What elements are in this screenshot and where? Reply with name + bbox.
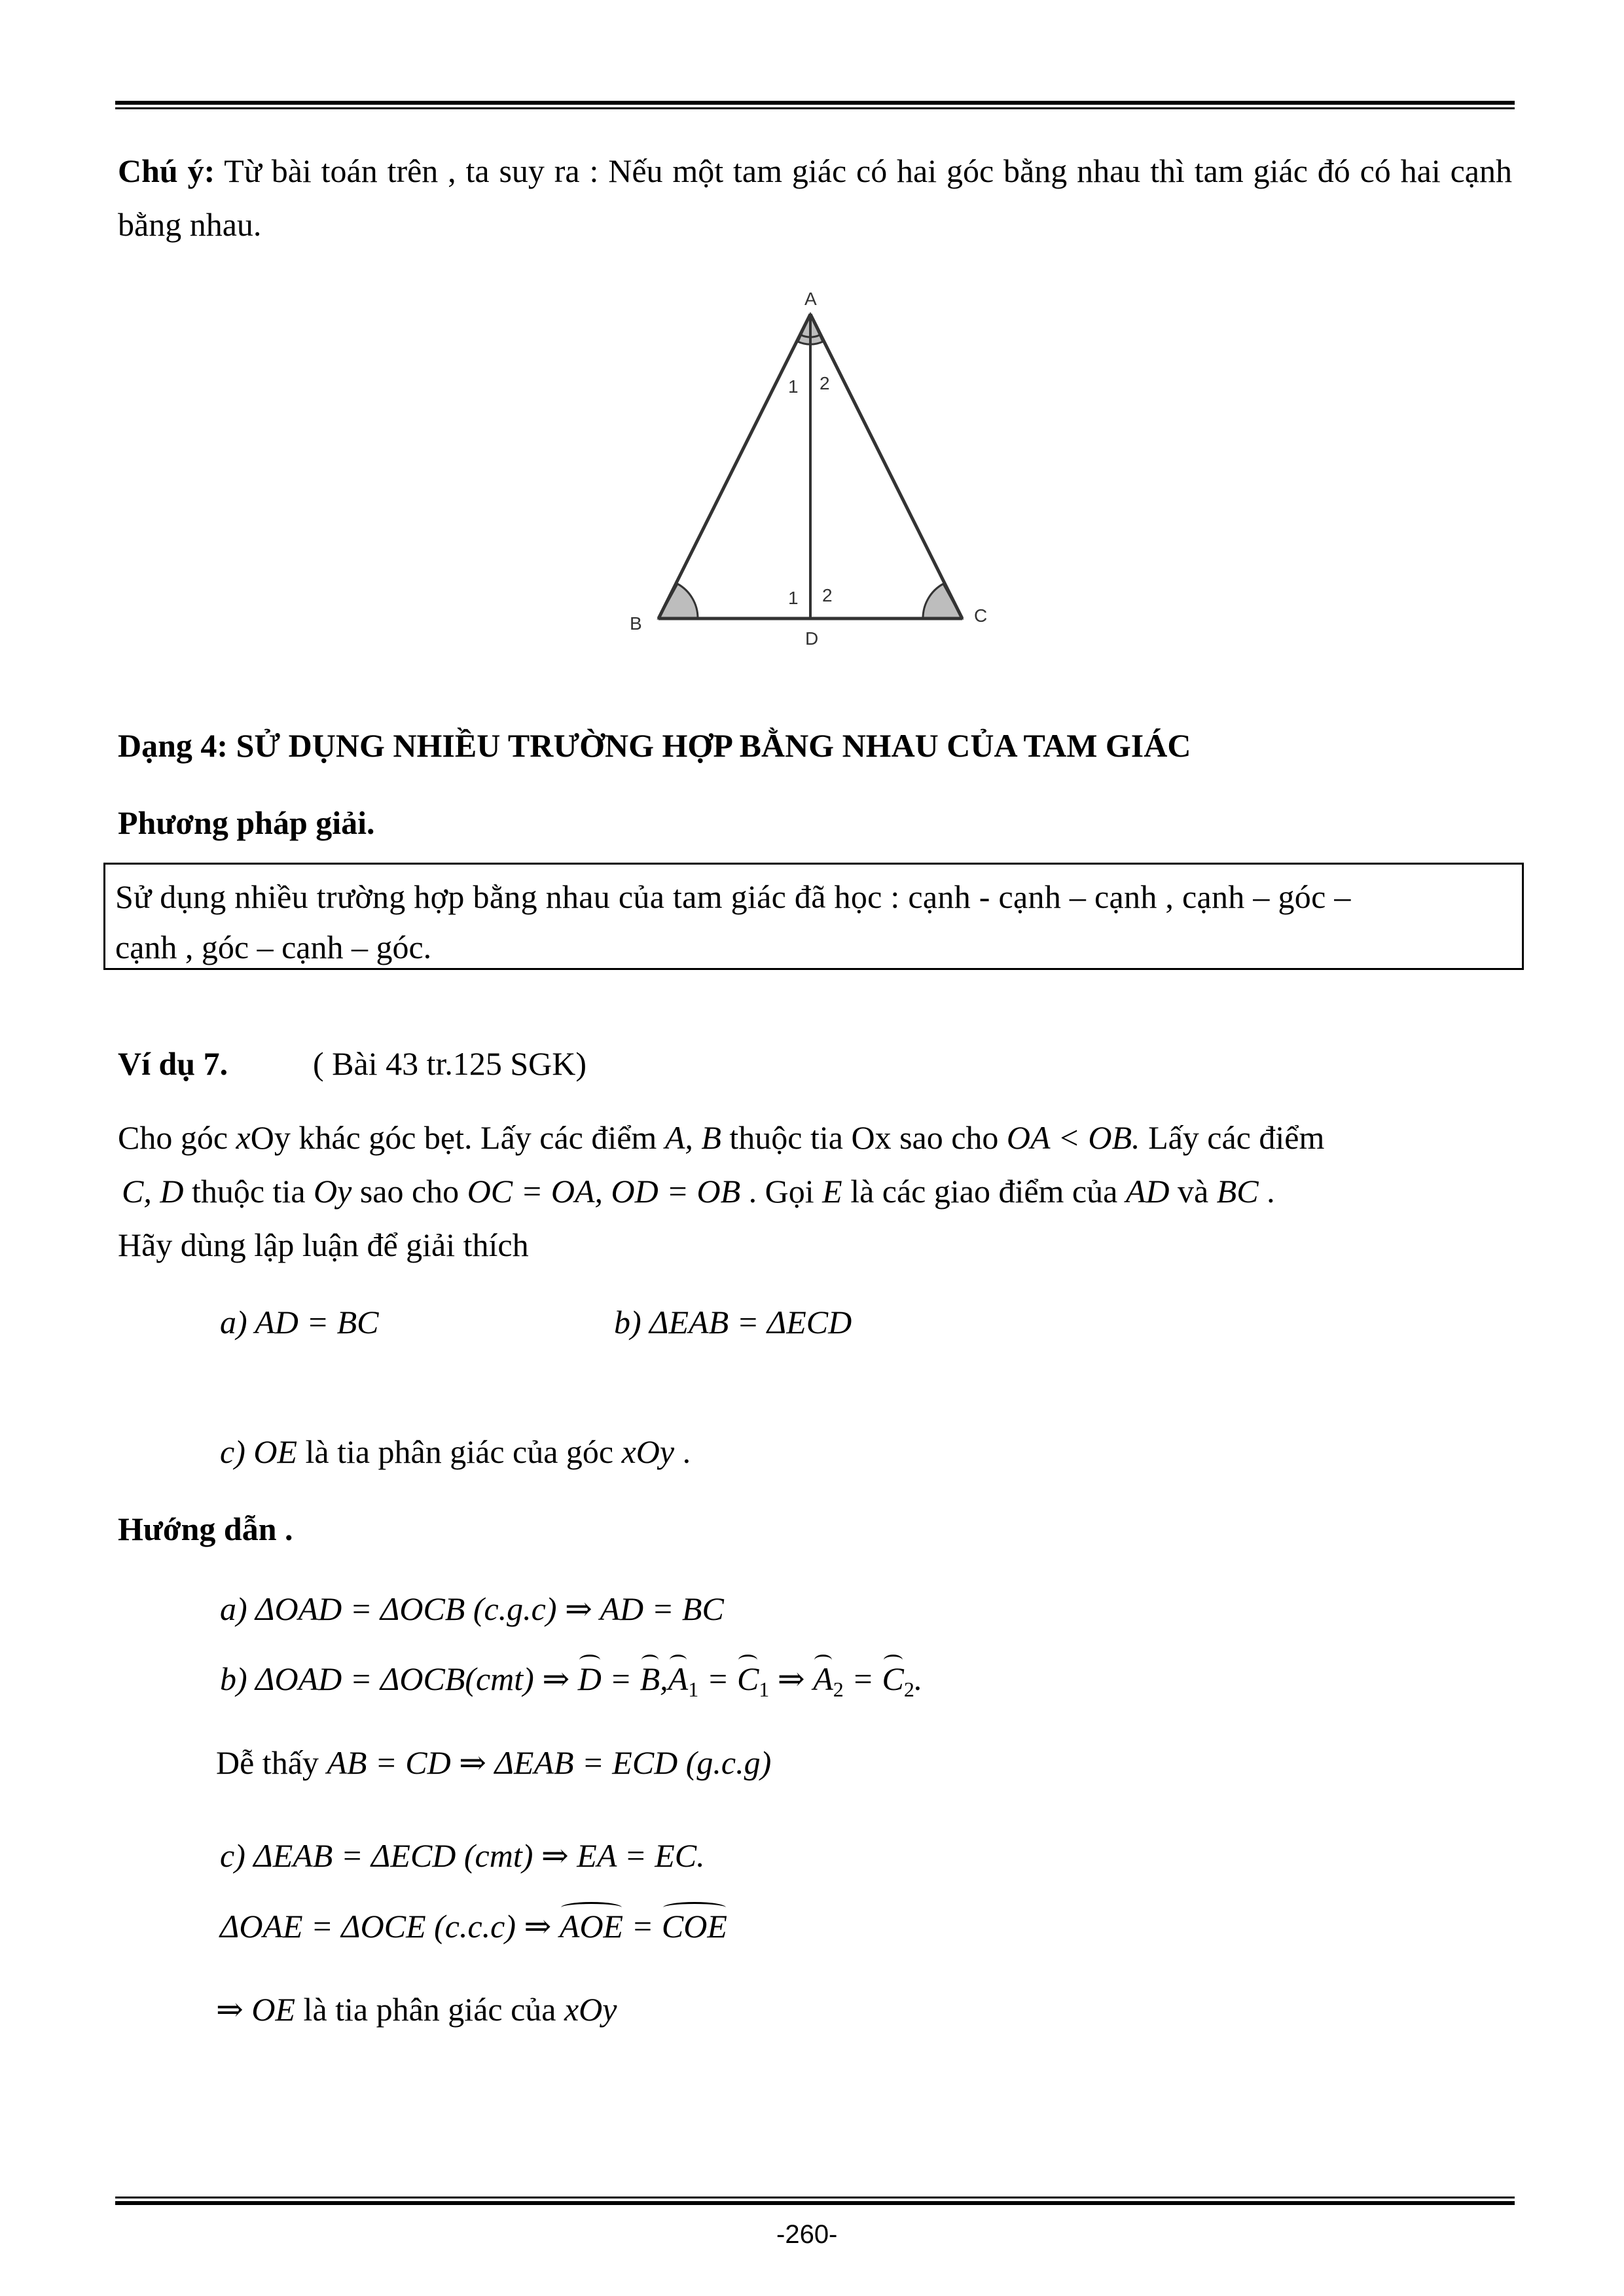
guide-b-prefix: b) ΔOAD = ΔOCB(cmt) ⇒	[220, 1660, 578, 1697]
ex1-text-c: thuộc tia Ox sao cho	[721, 1119, 1007, 1156]
footer-rule-thick	[115, 2201, 1515, 2205]
guide-b-eq3: =	[843, 1660, 882, 1697]
ex1-text-b: khác góc bẹt. Lấy các điểm	[290, 1119, 665, 1156]
section-heading: Dạng 4: SỬ DỤNG NHIỀU TRƯỜNG HỢP BẰNG NHAU CỦA TAM GIÁC	[118, 727, 1191, 764]
header-rule-thin	[115, 107, 1515, 109]
guide-a: a) ΔOAD = ΔOCB (c.g.c) ⇒ AD = BC	[220, 1590, 724, 1627]
guide-easy-math: AB = CD ⇒ ΔEAB = ECD (g.c.g)	[327, 1744, 772, 1781]
vertex-label-C: C	[974, 605, 988, 626]
ex2-text-d: là các giao điểm của	[842, 1173, 1126, 1210]
ex2-text-c: . Gọi	[740, 1173, 823, 1210]
guide-b	[220, 1662, 922, 1700]
vertex-label-D: D	[805, 628, 819, 649]
ex2-math-bc: BC	[1216, 1173, 1259, 1210]
hat-A1: A	[668, 1660, 689, 1697]
note-paragraph	[118, 144, 1512, 251]
sub-1a: 1	[688, 1677, 699, 1701]
header-rule-thick	[115, 101, 1515, 105]
ex2-text-f: .	[1258, 1173, 1275, 1210]
guide-c1: c) ΔEAB = ΔECD (cmt) ⇒ EA = EC.	[220, 1837, 705, 1874]
ex2-math-cd: C, D	[122, 1173, 184, 1210]
ex2-text-e: và	[1169, 1173, 1217, 1210]
hat-C2: C	[882, 1660, 904, 1697]
guide-b-eq2: =	[698, 1660, 737, 1697]
example-line-3: Hãy dùng lập luận để giải thích	[118, 1227, 529, 1263]
side-AC	[810, 314, 962, 619]
hat-C1: C	[736, 1660, 759, 1697]
angle-number-D2: 2	[822, 585, 833, 605]
angle-number-A2: 2	[820, 373, 830, 393]
hat-B: B	[640, 1660, 660, 1697]
guide-c3-text: là tia phân giác của	[295, 1991, 564, 2028]
ex1-math-ineq: OA < OB.	[1006, 1119, 1140, 1156]
part-c-text: là tia phân giác của góc	[297, 1433, 622, 1470]
method-label: Phương pháp giải.	[118, 804, 375, 841]
angle-mark-B	[659, 584, 698, 619]
guide-b-imp: ⇒	[769, 1660, 814, 1697]
ex2-math-oy: Oy	[314, 1173, 352, 1210]
side-AB	[659, 314, 810, 619]
example-part-a: a) AD = BC	[220, 1304, 379, 1340]
method-box-line1: Sử dụng nhiều trường hợp bằng nhau của tam giác đã học : cạnh - cạnh – cạnh , cạnh – góc –	[115, 878, 1351, 915]
ex2-math-eq: OC = OA, OD = OB	[467, 1173, 741, 1210]
guide-c3-angle: xOy	[564, 1991, 617, 2028]
hat-AOE: AOE	[559, 1908, 624, 1945]
ex2-math-e: E	[822, 1173, 842, 1210]
page-number: -260-	[776, 2220, 838, 2249]
hat-D: D	[577, 1660, 602, 1697]
note-label: Chú ý:	[118, 152, 215, 189]
angle-number-A1: 1	[788, 376, 799, 397]
hat-COE: COE	[661, 1908, 727, 1945]
sub-2c: 2	[903, 1677, 914, 1701]
example-label: Ví dụ 7.	[118, 1045, 228, 1082]
guide-c2-eq: =	[623, 1908, 662, 1945]
method-box-line2: cạnh , góc – cạnh – góc.	[115, 929, 432, 965]
example-source: ( Bài 43 tr.125 SGK)	[313, 1045, 587, 1082]
part-c-angle: xOy	[621, 1433, 675, 1470]
guide-label: Hướng dẫn .	[118, 1511, 293, 1547]
guide-easy-text: Dễ thấy	[216, 1744, 327, 1781]
guide-b-eq1: =	[601, 1660, 640, 1697]
ex1-math-ab: A, B	[664, 1119, 721, 1156]
vertex-label-A: A	[804, 289, 817, 309]
part-c-end: .	[674, 1433, 691, 1470]
guide-b-comma: ,	[660, 1660, 668, 1697]
ex1-math-x: x	[236, 1119, 251, 1156]
vertex-label-B: B	[630, 613, 642, 634]
ex1-text-a: Cho góc	[118, 1119, 236, 1156]
example-line-2	[122, 1175, 1275, 1208]
example-line-1	[118, 1121, 1324, 1154]
guide-c3	[216, 1993, 617, 2026]
sub-1c: 1	[759, 1677, 770, 1701]
example-part-c	[220, 1435, 691, 1468]
guide-b-end: .	[914, 1660, 923, 1697]
angle-number-D1: 1	[788, 588, 799, 608]
guide-c2-prefix: ΔOAE = ΔOCE (c.c.c) ⇒	[220, 1908, 560, 1945]
hat-A2: A	[813, 1660, 833, 1697]
ex1-text-oy: Oy	[250, 1119, 291, 1156]
ex2-text-b: sao cho	[352, 1173, 467, 1210]
guide-c3-math: ⇒ OE	[216, 1991, 296, 2028]
angle-mark-C	[923, 584, 962, 619]
triangle-figure	[615, 288, 1008, 655]
sub-2a: 2	[833, 1677, 844, 1701]
note-text: Từ bài toán trên , ta suy ra : Nếu một tam giác có hai góc bằng nhau thì tam giác đó có hai cạnh bằng nhau.	[118, 152, 1512, 243]
ex2-text-a: thuộc tia	[183, 1173, 314, 1210]
part-c-math: c) OE	[220, 1433, 297, 1470]
footer-rule-thin	[115, 2197, 1515, 2198]
guide-easy	[216, 1746, 771, 1779]
example-part-b: b) ΔEAB = ΔECD	[614, 1304, 852, 1340]
ex1-text-d: Lấy các điểm	[1140, 1119, 1325, 1156]
guide-c2	[220, 1910, 727, 1943]
ex2-math-ad: AD	[1125, 1173, 1170, 1210]
